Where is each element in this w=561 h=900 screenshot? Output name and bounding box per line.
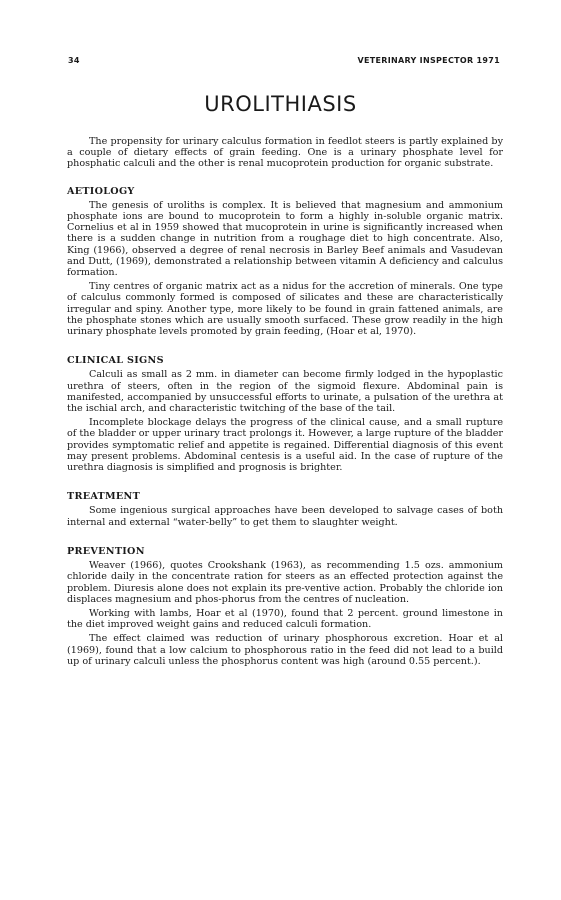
section-heading-treatment: TREATMENT (67, 491, 141, 503)
aetiology-paragraph-2: Tiny centres of organic matrix act as a nidus for the accretion of minerals. One type of calculus commonly formed is composed of silicates and these are characteristically irregular and spiny. Another type, more likely to be found in grain fattened animals, are the phosphate stones which are usually smooth surfaced. These grow readily in the high urinary phosphate levels promoted by grain feeding, (Hoar et al, 1970). (67, 281, 503, 338)
article-body (67, 136, 503, 670)
aetiology-paragraph-1: The genesis of uroliths is complex. It is believed that magnesium and ammonium phosphate ions are bound to mucoprotein to form a highly in-soluble organic matrix. Cornelius et al in 1959 showed that mucoprotein in urine is significantly increased when there is a sudden change in nutrition from a roughage diet to high concentrate. Also, King (1966), observed a degree of renal necrosis in Barley Beef animals and Vasudevan and Dutt, (1969), demonstrated a relationship between vitamin A deficiency and calculus formation. (67, 199, 503, 279)
prevention-paragraph-1: Weaver (1966), quotes Crookshank (1963), as recommending 1.5 ozs. ammonium chloride daily in the concentrate ration for steers as an effected protection against the problem. Diuresis alone does not explain its pre-ventive action. Probably the chloride ion displaces magnesium and phos-phorus from the centres of nucleation. (67, 560, 503, 605)
section-heading-clinical-signs: CLINICAL SIGNS (67, 355, 164, 367)
intro-paragraph: The propensity for urinary calculus formation in feedlot steers is partly explained by a couple of dietary effects of grain feeding. One is a urinary phosphate level for phosphatic calculi and the other is renal mucoprotein production for organic substrate. (67, 136, 503, 170)
section-heading-prevention: PREVENTION (67, 545, 145, 557)
page-header (68, 56, 500, 70)
clinical-signs-paragraph-2: Incomplete blockage delays the progress of the clinical cause, and a small rupture of the bladder or upper urinary tract prolongs it. However, a large rupture of the bladder provides symptomatic relief and appetite is regained. Differential diagnosis of this event may present problems. Abdominal centesis is a useful aid. In the case of rupture of the urethra diagnosis is simplified and prognosis is brighter. (67, 417, 503, 474)
clinical-signs-paragraph-1: Calculi as small as 2 mm. in diameter can become firmly lodged in the hypoplastic urethra of steers, often in the region of the sigmoid flexure. Abdominal pain is manifested, accompanied by unsuccessful efforts to urinate, a pulsation of the urethra at the ischial arch, and characteristic twitching of the base of the tail. (67, 369, 503, 415)
section-heading-aetiology: AETIOLOGY (67, 185, 135, 197)
article-title: UROLITHIASIS (204, 92, 357, 116)
treatment-paragraph-1: Some ingenious surgical approaches have been developed to salvage cases of both internal and external “water-belly” to get them to slaughter weight. (67, 505, 503, 528)
prevention-paragraph-3: The effect claimed was reduction of urinary phosphorous excretion. Hoar et al (1969), found that a low calcium to phosphorous ratio in the feed did not lead to a build up of urinary calculi unless the phosphorus content was high (around 0.55 percent.). (67, 633, 503, 667)
prevention-paragraph-2: Working with lambs, Hoar et al (1970), found that 2 percent. ground limestone in the diet improved weight gains and reduced calculi formation. (67, 607, 503, 631)
running-title: VETERINARY INSPECTOR 1971 (357, 56, 500, 65)
page-number: 34 (68, 56, 80, 65)
